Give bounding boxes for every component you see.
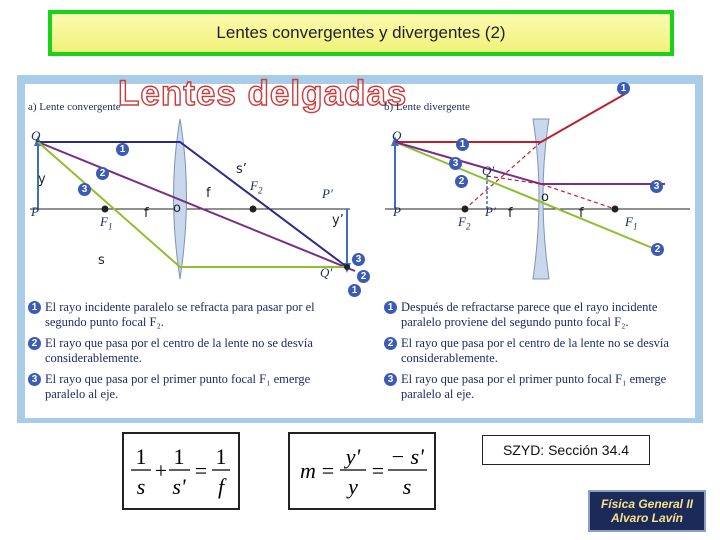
ray-number-3-a: 3	[78, 183, 91, 196]
annotation-y: y	[38, 172, 46, 187]
eq1-a-num: 1	[135, 444, 147, 469]
annotation-f-left: f	[144, 206, 149, 221]
eq2-equals-1: =	[321, 458, 335, 483]
ray-number-3-a-end: 3	[352, 253, 365, 266]
eq2-a-num: y'	[345, 444, 361, 469]
point-f1-b: $F_1$	[625, 214, 638, 232]
legend-text: El rayo incidente paralelo se refracta para pasar por el segundo punto focal F₂.	[45, 300, 315, 329]
legend-text: El rayo que pasa por el centro de la lente no se desvía considerablemente.	[401, 336, 669, 365]
eq2-a-den: y	[348, 474, 358, 499]
point-q-b: Q	[392, 128, 402, 143]
legend-text: El rayo que pasa por el primer punto focal F₁ emerge paralelo al eje.	[401, 372, 667, 401]
legend-number: 2	[384, 337, 397, 350]
reference-box	[482, 435, 650, 465]
ray-number-1-a-end: 1	[348, 284, 361, 297]
panel-a-label: a) Lente convergente	[28, 101, 121, 113]
annotation-f-right: f	[206, 186, 211, 201]
annotation-f-b1: f	[508, 206, 513, 221]
eq1-c-den: f	[217, 474, 225, 499]
eq1-plus: +	[154, 458, 168, 483]
ray-number-2-b: 2	[455, 175, 468, 188]
annotation-o-b: o	[541, 190, 549, 205]
legend-number: 1	[384, 301, 397, 314]
panel-b-label: b) Lente divergente	[384, 101, 470, 113]
point-q-a: Q	[31, 128, 41, 143]
annotation-s: s	[98, 253, 105, 268]
course-logo	[588, 490, 706, 532]
eq1-equals: =	[194, 458, 208, 483]
focal-point-f2-a	[250, 206, 257, 213]
eq2-m: m	[300, 458, 316, 483]
ray-number-1-b-end: 1	[617, 82, 630, 95]
slide-title-text: Lentes convergentes y divergentes (2)	[216, 23, 506, 42]
slide-title	[48, 10, 674, 56]
legend-b-item-1	[384, 300, 694, 330]
legend-a	[28, 300, 350, 402]
focal-point-f1-b	[612, 206, 619, 213]
point-f2-b: $F_2$	[458, 214, 471, 232]
logo-line-2: Alvaro Lavín	[610, 511, 684, 525]
legend-number: 1	[28, 301, 41, 314]
eq2-b-den: s	[402, 474, 412, 499]
ray-number-3-b-end: 3	[650, 180, 663, 193]
legend-number: 3	[384, 373, 397, 386]
ray-number-2-b-end: 2	[651, 243, 664, 256]
legend-a-item-1	[28, 300, 350, 330]
legend-number: 3	[28, 373, 41, 386]
legend-text: El rayo que pasa por el centro de la lente no se desvía considerablemente.	[45, 336, 313, 365]
legend-number: 2	[28, 337, 41, 350]
ray-2-b	[395, 142, 655, 249]
point-qp-b: Q′	[482, 163, 495, 178]
reference-text: SZYD: Sección 34.4	[502, 442, 630, 458]
annotation-y-prime: y’	[332, 213, 344, 228]
figure-heading: Lentes delgadas	[118, 74, 408, 113]
legend-b-item-3	[384, 372, 694, 402]
focal-point-f1-a	[102, 206, 109, 213]
point-p-b: P	[393, 204, 401, 219]
annotation-o-left: o	[173, 201, 181, 216]
legend-b-item-2	[384, 336, 694, 366]
ray-number-3-b: 3	[449, 157, 462, 170]
ray-number-2-a-end: 2	[357, 270, 370, 283]
eq2-equals-2: =	[371, 458, 385, 483]
eq1-a-den: s	[136, 474, 146, 499]
eq2-b-num: − s'	[390, 444, 424, 469]
eq1-b-den: s'	[172, 474, 186, 499]
point-pp-b: P′	[485, 204, 496, 219]
point-p-a: P	[31, 204, 39, 219]
legend-text: El rayo que pasa por el primer punto focal F₁ emerge paralelo al eje.	[45, 372, 311, 401]
ray-2-a	[38, 142, 355, 271]
eq1-c-num: 1	[215, 444, 227, 469]
annotation-s-prime: s’	[236, 162, 247, 177]
point-qp-a: Q′	[320, 265, 333, 280]
thin-lens-equation	[122, 432, 240, 510]
ray-number-1-a: 1	[116, 143, 129, 156]
legend-b	[384, 300, 694, 402]
eq1-b-num: 1	[173, 444, 185, 469]
ray-number-1-b: 1	[456, 138, 469, 151]
focal-point-f2-b	[462, 206, 469, 213]
ray-number-2-a: 2	[96, 167, 109, 180]
point-f2-a: $F_2$	[250, 178, 263, 196]
logo-line-1: Física General II	[600, 497, 694, 511]
legend-a-item-2	[28, 336, 350, 366]
magnification-equation-math	[290, 434, 434, 508]
legend-a-item-3	[28, 372, 350, 402]
ray-3-b	[395, 142, 665, 184]
point-f1-a: $F_1$	[100, 214, 113, 232]
thin-lens-equation-math	[124, 434, 238, 508]
magnification-equation	[288, 432, 436, 510]
annotation-f-b2: f	[579, 206, 584, 221]
legend-text: Después de refractarse parece que el rayo incidente paralelo proviene del segundo punto focal F₂.	[401, 300, 658, 329]
point-pp-a: P′	[322, 186, 333, 201]
